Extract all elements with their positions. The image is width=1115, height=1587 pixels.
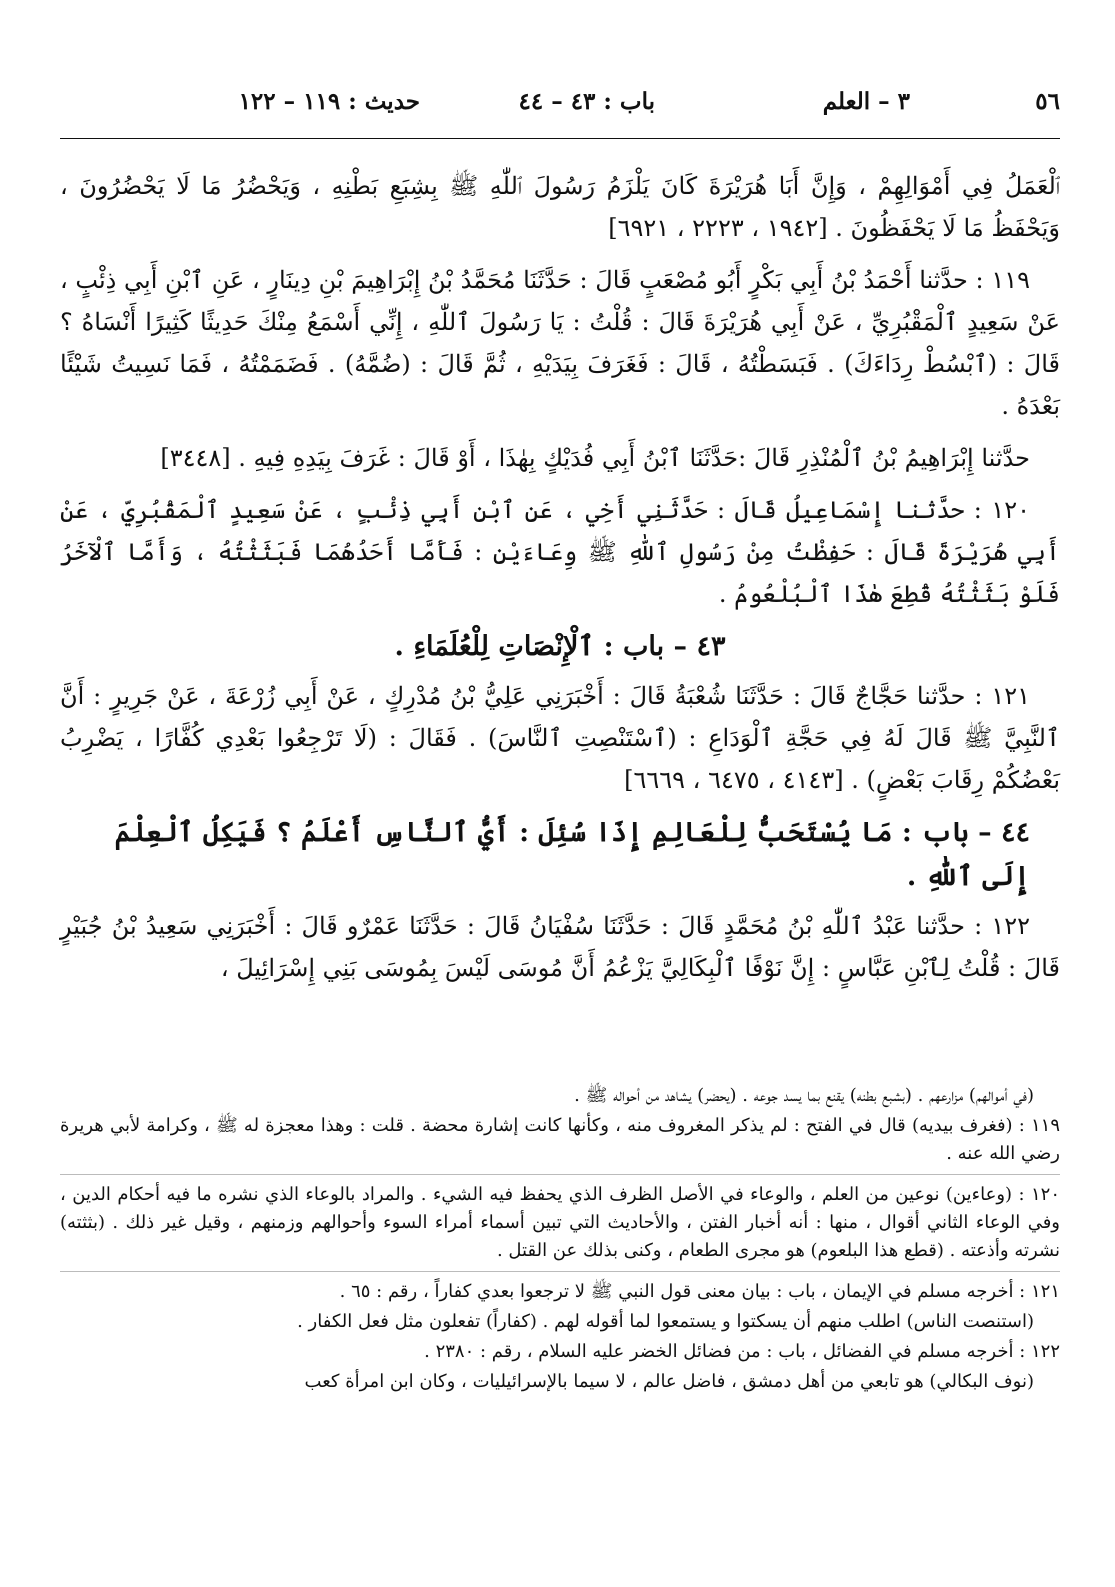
hadith-120: ١٢٠ : حدَّثنا إِسْمَاعِيلُ قَالَ : حَدَّثَنِي أَخِي ، عَنِ ٱبْنِ أَبِي ذِئْبٍ ، عَنْ سَعِيدٍ ٱلْمَقْبُرِيِّ ، عَنْ أَبِي هُرَيْرَةَ قَالَ : حَفِظْتُ مِنْ رَسُولِ ٱللّٰهِ ﷺ وِعَاءَيْنِ : فَأَمَّا أَحَدُهُمَا فَبَثَثْتُهُ ، وَأَمَّا ٱلْآخَرُ فَلَوْ بَثَثْتُهُ قُطِعَ هٰذَا ٱلْبُلْعُومُ . bbox=[60, 496, 1060, 608]
footnote-121-note: (استنصت الناس) اطلب منهم أن يسكتوا و يستمعوا لما أقوله لهم . (كفاراً) تفعلون مثل فعل الكفار . bbox=[297, 1311, 1034, 1332]
header-rule bbox=[60, 138, 1060, 139]
running-header bbox=[60, 70, 1060, 118]
main-text bbox=[60, 165, 1060, 999]
chapter-heading-43: ٤٣ – باب : ٱلْإِنْصَاتِ لِلْعُلَمَاءِ . bbox=[394, 631, 726, 662]
footnote-divider bbox=[60, 1174, 1060, 1175]
footnote-intro: (في أموالهم) مزارعهم . (بشبع بطنه) يقنع بما يسد جوعه . (يحضر) يشاهد من أحواله ﷺ . bbox=[574, 1085, 1034, 1106]
footnote-122: ١٢٢ : أخرجه مسلم في الفضائل ، باب : من فضائل الخضر عليه السلام ، رقم : ٢٣٨٠ . bbox=[424, 1341, 1060, 1362]
hadith-122: ١٢٢ : حدَّثنا عَبْدُ ٱللّٰهِ بْنُ مُحَمَّدٍ قَالَ : حَدَّثَنَا سُفْيَانُ قَالَ : حَدَّثَنَا عَمْرٌو قَالَ : أَخْبَرَنِي سَعِيدُ بْنُ جُبَيْرٍ قَالَ : قُلْتُ لِٱبْنِ عَبَّاسٍ : إِنَّ نَوْفًا ٱلْبِكَالِيَّ يَزْعُمُ أَنَّ مُوسَى لَيْسَ بِمُوسَى بَنِي إِسْرَائِيلَ ، bbox=[60, 912, 1060, 982]
footnote-120: ١٢٠ : (وعاءين) نوعين من العلم ، والوعاء في الأصل الظرف الذي يحفظ فيه الشيء . والمراد بالوعاء الذي نشره ما فيه أحكام الدين ، وفي الوعاء الثاني أقوال ، منها : أنه أخبار الفتن ، والأحاديث التي تبين أسماء أمراء السوء وأحوالهم وزمنهم ، وقيل غير ذلك . (بثثته) نشرته وأذعته . (قطع هذا البلعوم) هو مجرى الطعام ، وكنى بذلك عن القتل . bbox=[60, 1184, 1060, 1261]
page-number: ٥٦ bbox=[1035, 88, 1060, 115]
footnotes bbox=[60, 1082, 1060, 1398]
footnote-122-note: (نوف البكالي) هو تابعي من أهل دمشق ، فاضل عالم ، لا سيما بالإسرائيليات ، وكان ابن امرأة كعب bbox=[304, 1371, 1034, 1392]
chapter-heading-44: ٤٤ – باب : مَا يُسْتَحَبُّ لِلْعَالِمِ إِذَا سُئِلَ : أَيُّ ٱلنَّاسِ أَعْلَمُ ؟ فَيَكِلُ ٱلْعِلْمَ إِلَى ٱللّٰهِ . bbox=[114, 817, 1030, 892]
hadith-119: ١١٩ : حدَّثنا أَحْمَدُ بْنُ أَبِي بَكْرٍ أَبُو مُصْعَبٍ قَالَ : حَدَّثَنَا مُحَمَّدُ بْنُ إِبْرَاهِيمَ بْنِ دِينَارٍ ، عَنِ ٱبْنِ أَبِي ذِئْبٍ ، عَنْ سَعِيدٍ ٱلْمَقْبُرِيِّ ، عَنْ أَبِي هُرَيْرَةَ قَالَ : قُلْتُ : يَا رَسُولَ ٱللّٰهِ ، إِنِّي أَسْمَعُ مِنْكَ حَدِيثًا كَثِيرًا أَنْسَاهُ ؟ قَالَ : (ٱبْسُطْ رِدَاءَكَ) . فَبَسَطْتُهُ ، قَالَ : فَغَرَفَ بِيَدَيْهِ ، ثُمَّ قَالَ : (ضُمَّهُ) . فَضَمَمْتُهُ ، فَمَا نَسِيتُ شَيْئًا بَعْدَهُ . bbox=[60, 266, 1060, 420]
page bbox=[60, 70, 1060, 1392]
hadith-range: حديث : ١١٩ – ١٢٢ bbox=[238, 88, 420, 115]
footnote-divider bbox=[60, 1271, 1060, 1272]
footnote-121: ١٢١ : أخرجه مسلم في الإيمان ، باب : بيان معنى قول النبي ﷺ لا ترجعوا بعدي كفاراً ، رقم : ٦٥ . bbox=[339, 1281, 1060, 1302]
hadith-121: ١٢١ : حدَّثنا حَجَّاجٌ قَالَ : حَدَّثَنَا شُعْبَةُ قَالَ : أَخْبَرَنِي عَلِيُّ بْنُ مُدْرِكٍ ، عَنْ أَبِي زُرْعَةَ ، عَنْ جَرِيرٍ : أَنَّ ٱلنَّبِيَّ ﷺ قَالَ لَهُ فِي حَجَّةِ ٱلْوَدَاعِ : (ٱسْتَنْصِتِ ٱلنَّاسَ) . فَقَالَ : (لَا تَرْجِعُوا بَعْدِي كُفَّارًا ، يَضْرِبُ بَعْضُكُمْ رِقَابَ بَعْضٍ) . [٤١٤٣ ، ٦٤٧٥ ، ٦٦٦٩] bbox=[60, 682, 1060, 794]
hadith-119-variant: حدَّثنا إِبْرَاهِيمُ بْنُ ٱلْمُنْذِرِ قَالَ :حَدَّثَنَا ٱبْنُ أَبِي فُدَيْكٍ بِهٰذَا ، أَوْ قَالَ : غَرَفَ بِيَدِهِ فِيهِ . [٣٤٤٨] bbox=[160, 444, 1030, 472]
footnote-119: ١١٩ : (فغرف بيديه) قال في الفتح : لم يذكر المغروف منه ، وكأنها كانت إشارة محضة . قلت : وهذا معجزة له ﷺ ، وكرامة لأبي هريرة رضي الله عنه . bbox=[60, 1115, 1060, 1164]
chapter-range: باب : ٤٣ – ٤٤ bbox=[518, 88, 655, 115]
book-title: ٣ – العلم bbox=[822, 88, 910, 115]
paragraph-continuation: ٱلْعَمَلُ فِي أَمْوَالِهِمْ ، وَإِنَّ أَبَا هُرَيْرَةَ كَانَ يَلْزَمُ رَسُولَ ٱللّٰهِ ﷺ بِشِبَعِ بَطْنِهِ ، وَيَحْضُرُ مَا لَا يَحْضُرُونَ ، وَيَحْفَظُ مَا لَا يَحْفَظُونَ . [١٩٤٢ ، ٢٢٢٣ ، ٦٩٢١] bbox=[60, 172, 1060, 242]
